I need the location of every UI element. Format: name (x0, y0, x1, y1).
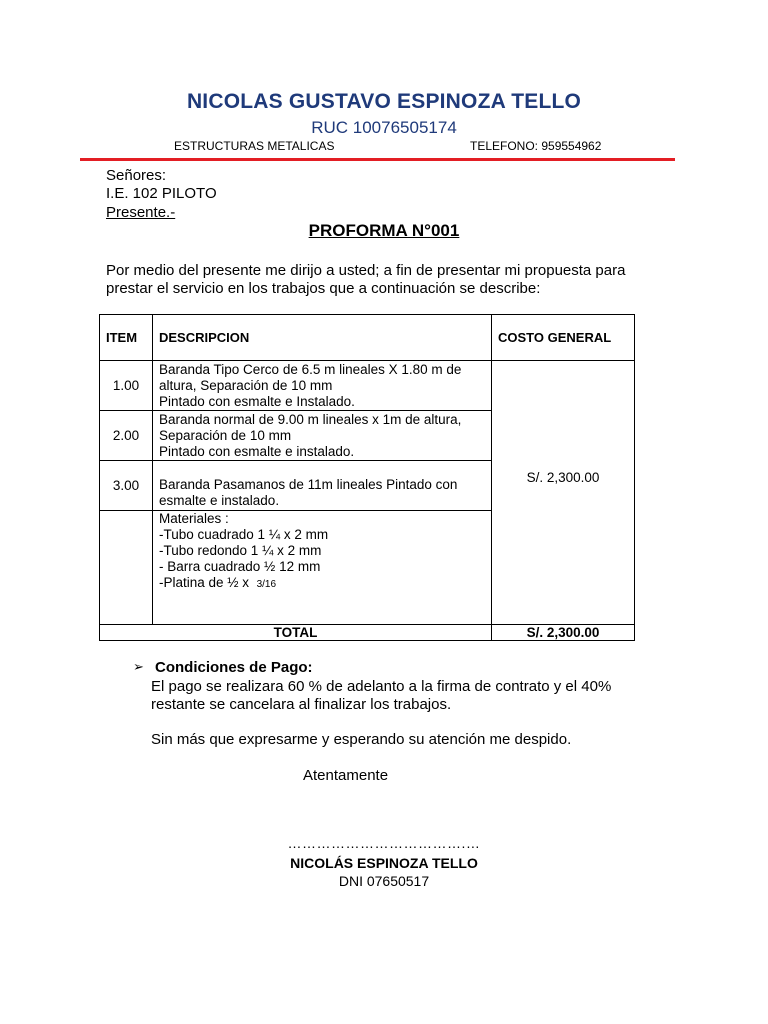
description-line: Pintado con esmalte e Instalado. (159, 393, 355, 409)
document-title: PROFORMA N°001 (308, 221, 460, 240)
item-number: 2.00 (100, 411, 153, 461)
closing-text: Sin más que expresarme y esperando su atención me despido. (151, 731, 572, 748)
regards: Atentamente (303, 767, 389, 784)
item-description (153, 361, 492, 411)
item-number: 3.00 (100, 461, 153, 511)
recipient-org: I.E. 102 PILOTO (106, 185, 217, 202)
conditions-body: El pago se realizara 60 % de adelanto a la firma de contrato y el 40% restante se cancelara al finalizar los trabajos. (151, 678, 612, 713)
total-row (100, 625, 635, 641)
description-line: Pintado con esmalte e instalado. (159, 443, 355, 459)
signature-line: ……………………………….… (287, 835, 481, 851)
presente: Presente.- (106, 204, 176, 221)
phone: TELEFONO: 959554962 (470, 139, 602, 153)
issuer-ruc: RUC 10076505174 (311, 118, 457, 137)
item-description (153, 411, 492, 461)
fraction: 3/16 (256, 579, 277, 590)
intro-paragraph: Por medio del presente me dirijo a usted; a fin de presentar mi propuesta para prestar el servicio en los trabajos que a continuación se describe: (106, 262, 626, 297)
description-line: Baranda Tipo Cerco de 6.5 m lineales X 1.80 m de (159, 361, 462, 377)
header-description: DESCRIPCION (153, 315, 492, 361)
conditions-title: Condiciones de Pago: (155, 659, 313, 676)
total-value: S/. 2,300.00 (492, 625, 635, 641)
business-type: ESTRUCTURAS METALICAS (174, 139, 335, 153)
description-line: esmalte e instalado. (159, 493, 280, 508)
item-number: 1.00 (100, 361, 153, 411)
description-line: Materiales : (159, 511, 229, 526)
description-line (159, 575, 491, 593)
materials-description (153, 511, 492, 625)
issuer-name: NICOLAS GUSTAVO ESPINOZA TELLO (186, 90, 582, 113)
description-line: altura, Separación de 10 mm (159, 377, 333, 393)
header-divider (80, 158, 675, 161)
total-label: TOTAL (100, 625, 492, 641)
signature-dni: DNI 07650517 (338, 873, 430, 889)
description-line: Separación de 10 mm (159, 427, 292, 443)
description-line: -Tubo cuadrado 1 ¼ x 2 mm (159, 527, 329, 542)
description-line: Baranda normal de 9.00 m lineales x 1m de altura, (159, 411, 462, 427)
table-header-row (100, 315, 635, 361)
header-cost: COSTO GENERAL (492, 315, 635, 361)
general-cost: S/. 2,300.00 (492, 361, 635, 625)
platina-text: -Platina de ½ x (159, 575, 250, 590)
header-item: ITEM (100, 315, 153, 361)
item-description (153, 461, 492, 511)
description-line: - Barra cuadrado ½ 12 mm (159, 559, 321, 574)
item-number (100, 511, 153, 625)
description-line: -Tubo redondo 1 ¼ x 2 mm (159, 543, 322, 558)
table-row (100, 361, 635, 411)
description-line: Baranda Pasamanos de 11m lineales Pintado con (159, 477, 458, 492)
arrow-bullet-icon: ➢ (133, 659, 144, 674)
salutation: Señores: (106, 167, 167, 184)
quote-table (99, 314, 635, 641)
signature-name: NICOLÁS ESPINOZA TELLO (290, 855, 478, 871)
